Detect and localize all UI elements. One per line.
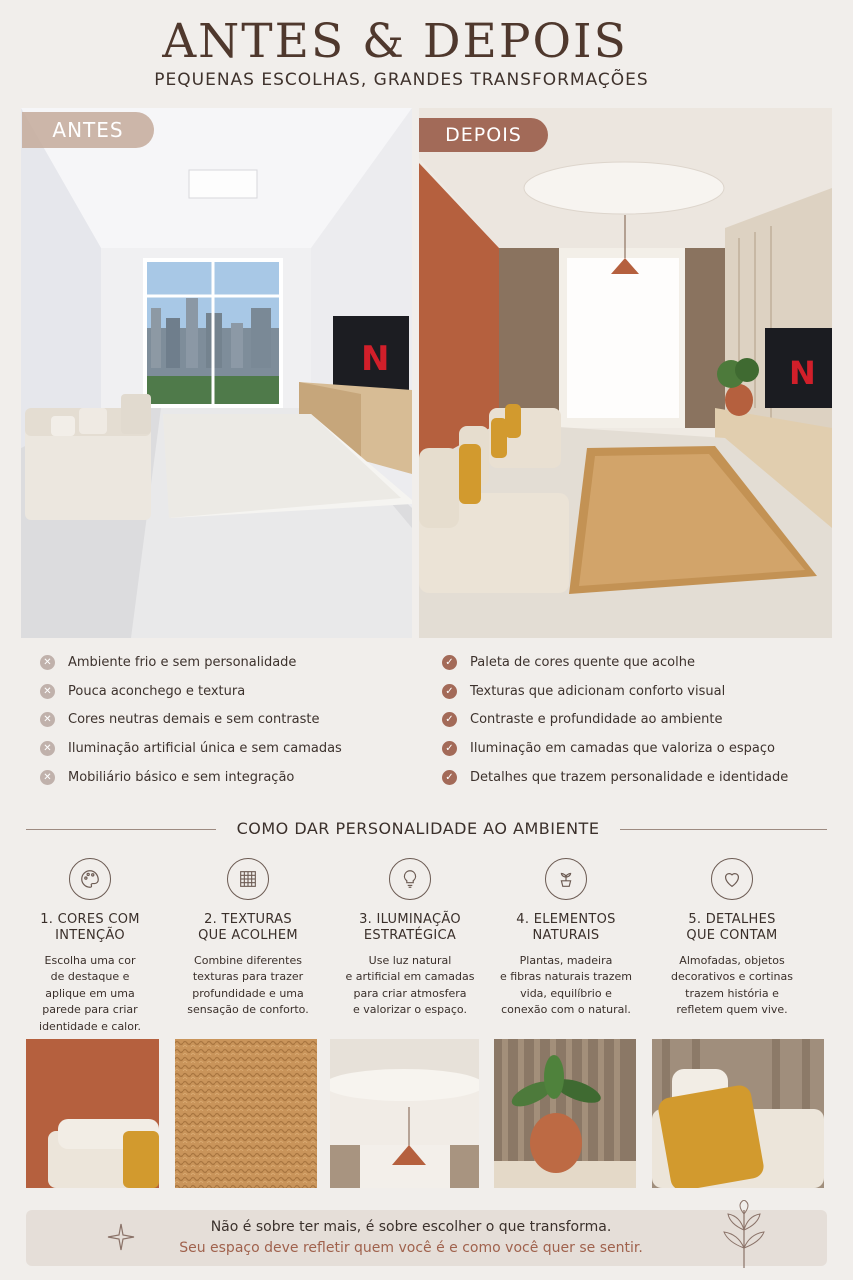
list-item: ✕ Cores neutras demais e sem contraste [40,705,342,734]
texture-grid-icon [227,858,269,900]
after-benefits-list [442,648,788,791]
thumb-mustard-cushion [652,1039,824,1188]
thumb-terracotta-wall [26,1039,159,1188]
list-item: ✕ Mobiliário básico e sem integração [40,763,342,792]
before-room-image [21,108,412,638]
heart-icon [711,858,753,900]
check-mark-icon: ✓ [442,655,457,670]
check-mark-icon: ✓ [442,770,457,785]
thumb-woven-texture [175,1039,317,1188]
x-mark-icon: ✕ [40,655,55,670]
tip-lighting: 3. ILUMINAÇÃO ESTRATÉGICA Use luz natural e artificial em camadas para criar atmosfera e valorizar o espaço. [328,858,492,1019]
footer-quote [26,1210,827,1266]
divider-right [620,829,827,830]
list-item: ✕ Pouca aconchego e textura [40,677,342,706]
light-bulb-icon [389,858,431,900]
divider-left [26,829,216,830]
thumb-potted-plant [494,1039,636,1188]
after-tv-logo: N [789,354,816,392]
before-tag: ANTES [22,112,154,148]
section-title: COMO DAR PERSONALIDADE AO AMBIENTE [236,819,600,838]
page-subtitle: PEQUENAS ESCOLHAS, GRANDES TRANSFORMAÇÕES [154,70,649,90]
x-mark-icon: ✕ [40,770,55,785]
check-mark-icon: ✓ [442,684,457,699]
list-item: ✓ Iluminação em camadas que valoriza o espaço [442,734,788,763]
leaf-branch-icon [716,1200,772,1270]
tip-natural: 4. ELEMENTOS NATURAIS Plantas, madeira e fibras naturais trazem vida, equilíbrio e conexão com o natural. [484,858,648,1019]
before-issues-list [40,648,342,791]
list-item: ✕ Iluminação artificial única e sem camadas [40,734,342,763]
list-item: ✓ Detalhes que trazem personalidade e identidade [442,763,788,792]
page-title: ANTES & DEPOIS [162,14,628,69]
thumb-pendant-light [330,1039,479,1188]
quote-line-2: Seu espaço deve refletir quem você é e como você quer se sentir. [179,1240,643,1256]
list-item: ✕ Ambiente frio e sem personalidade [40,648,342,677]
tip-details: 5. DETALHES QUE CONTAM Almofadas, objetos decorativos e cortinas trazem história e refletem quem vive. [650,858,814,1019]
tip-textures: 2. TEXTURAS QUE ACOLHEM Combine diferentes texturas para trazer profundidade e uma sensação de conforto. [166,858,330,1019]
check-mark-icon: ✓ [442,741,457,756]
list-item: ✓ Paleta de cores quente que acolhe [442,648,788,677]
after-tag: DEPOIS [419,118,548,152]
x-mark-icon: ✕ [40,712,55,727]
quote-line-1: Não é sobre ter mais, é sobre escolher o que transforma. [210,1219,612,1235]
tip-colors: 1. CORES COM INTENÇÃO Escolha uma cor de destaque e aplique em uma parede para criar identidade e calor. [8,858,172,1035]
x-mark-icon: ✕ [40,741,55,756]
before-tv-logo: N [361,339,390,379]
check-mark-icon: ✓ [442,712,457,727]
palette-icon [69,858,111,900]
list-item: ✓ Contraste e profundidade ao ambiente [442,705,788,734]
list-item: ✓ Texturas que adicionam conforto visual [442,677,788,706]
after-room-image [419,108,832,638]
potted-plant-icon [545,858,587,900]
x-mark-icon: ✕ [40,684,55,699]
